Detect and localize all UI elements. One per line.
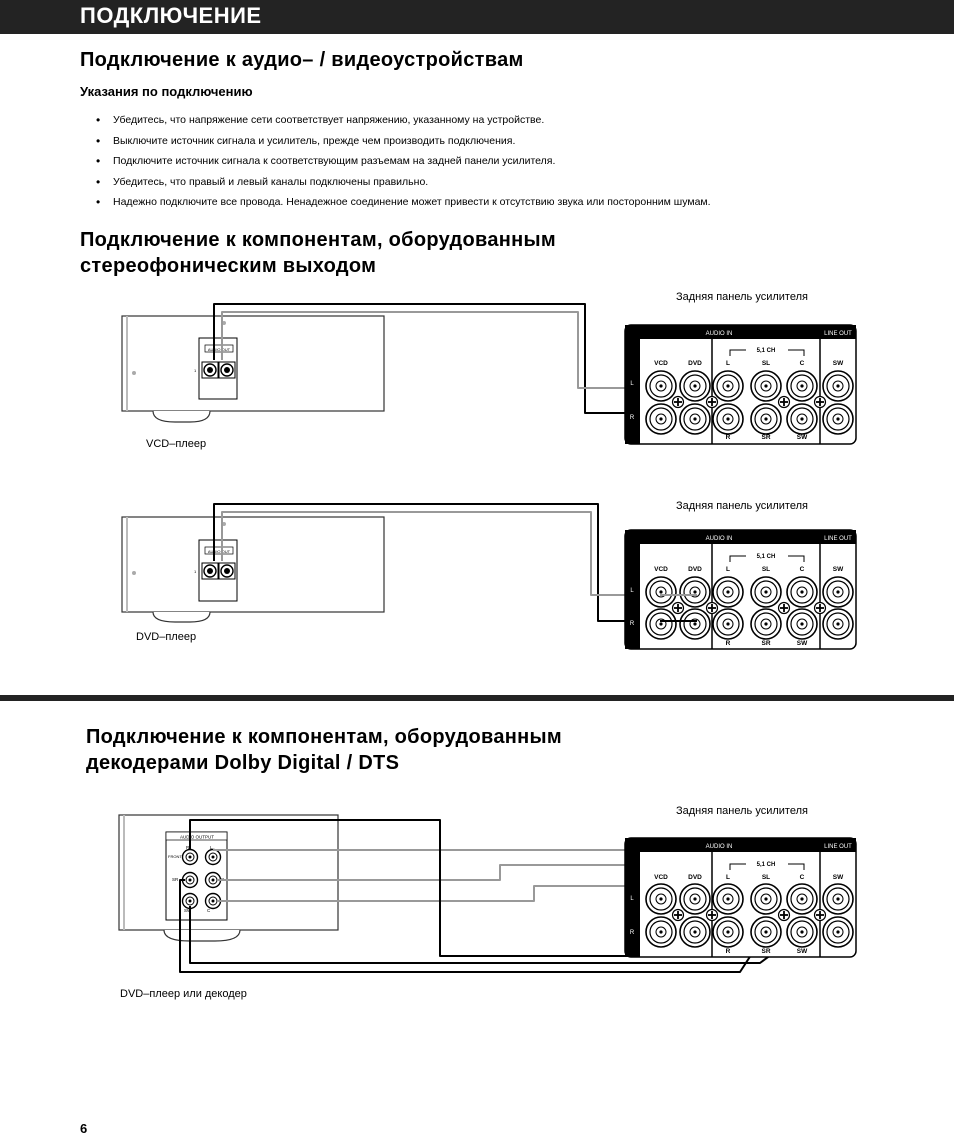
diagram-dvd (122, 504, 856, 649)
svg-text:SL: SL (761, 566, 771, 573)
svg-text:1: 1 (194, 569, 197, 574)
svg-text:SW: SW (184, 908, 192, 913)
svg-text:FRONT: FRONT (168, 854, 182, 859)
section2-title-line2: стереофоническим выходом (80, 255, 377, 277)
svg-text:L: L (726, 566, 730, 573)
svg-text:SW: SW (832, 874, 844, 881)
diagram3-panel-caption: Задняя панель усилителя (676, 805, 808, 817)
section1-title: Подключение к аудио– / видеоустройствам (80, 49, 524, 71)
section2-title-line1: Подключение к компонентам, оборудованным (80, 229, 557, 251)
svg-text:SW: SW (832, 360, 844, 367)
amplifier-panel-1 (625, 325, 856, 444)
svg-text:SR: SR (761, 640, 771, 647)
svg-text:L: L (726, 874, 730, 881)
section3-title-line1: Подключение к компонентам, оборудованным (86, 726, 563, 748)
svg-text:LINE OUT: LINE OUT (824, 536, 852, 542)
amplifier-panel-3 (625, 838, 856, 957)
svg-text:SR: SR (172, 877, 179, 882)
svg-text:L: L (210, 845, 213, 850)
svg-text:SR: SR (761, 434, 771, 441)
svg-text:5,1 CH: 5,1 CH (756, 554, 776, 560)
svg-text:5,1 CH: 5,1 CH (756, 348, 776, 354)
svg-text:DVD: DVD (688, 566, 702, 573)
svg-text:C: C (799, 566, 805, 573)
svg-text:R: R (629, 930, 635, 936)
svg-text:R: R (725, 948, 731, 955)
svg-text:R: R (629, 621, 635, 627)
svg-text:LINE OUT: LINE OUT (824, 331, 852, 337)
svg-text:5,1 CH: 5,1 CH (756, 862, 776, 868)
svg-text:VCD: VCD (654, 360, 668, 367)
svg-text:L: L (726, 360, 730, 367)
audio-out-label: AUDIO OUT (207, 549, 231, 554)
svg-text:SL: SL (761, 874, 771, 881)
svg-text:SW: SW (796, 434, 808, 441)
list-item: • Выключите источник сигнала и усилитель, прежде чем производить подключения. (96, 134, 711, 155)
svg-text:R: R (725, 434, 731, 441)
diagram-vcd (122, 304, 856, 444)
svg-text:SW: SW (832, 566, 844, 573)
diagram2-panel-caption: Задняя панель усилителя (676, 500, 808, 512)
svg-text:C: C (799, 874, 805, 881)
list-item: • Надежно подключите все провода. Ненадежное соединение может привести к отсутствию звука или посторонним шумам. (96, 195, 711, 216)
svg-text:SL: SL (220, 877, 226, 882)
decoder-device (119, 815, 338, 941)
section3-title-line2: декодерами Dolby Digital / DTS (86, 752, 400, 774)
svg-text:SW: SW (796, 948, 808, 955)
svg-text:C: C (799, 360, 805, 367)
amplifier-panel-2 (625, 530, 856, 649)
audio-output-label: AUDIO OUTPUT (179, 834, 215, 840)
list-item: • Подключите источник сигнала к соответствующим разъемам на задней панели усилителя. (96, 154, 711, 175)
svg-text:SL: SL (761, 360, 771, 367)
svg-text:AUDIO IN: AUDIO IN (705, 331, 733, 337)
svg-text:SW: SW (796, 640, 808, 647)
section-header-title: ПОДКЛЮЧЕНИЕ (80, 3, 262, 28)
dvd-player (122, 517, 384, 622)
svg-text:R: R (629, 415, 635, 421)
svg-text:SR: SR (761, 948, 771, 955)
section1-subtitle: Указания по подключению (80, 84, 253, 99)
diagram1-panel-caption: Задняя панель усилителя (676, 291, 808, 303)
svg-text:1: 1 (194, 368, 197, 373)
svg-text:VCD: VCD (654, 874, 668, 881)
diagram3-device-caption: DVD–плеер или декодер (120, 988, 247, 1000)
audio-out-label: AUDIO OUT (207, 347, 231, 352)
svg-text:R: R (725, 640, 731, 647)
page-number: 6 (80, 1121, 88, 1136)
svg-text:DVD: DVD (688, 360, 702, 367)
diagram1-device-caption: VCD–плеер (146, 438, 207, 450)
svg-text:DVD: DVD (688, 874, 702, 881)
list-item: • Убедитесь, что напряжение сети соответствует напряжению, указанному на устройстве. (96, 113, 711, 134)
svg-text:L: L (630, 381, 634, 387)
svg-text:AUDIO IN: AUDIO IN (705, 844, 733, 850)
diagram-decoder (119, 815, 856, 972)
diagram2-device-caption: DVD–плеер (136, 631, 197, 643)
svg-text:R: R (186, 845, 190, 850)
svg-text:VCD: VCD (654, 566, 668, 573)
svg-text:L: L (630, 588, 634, 594)
svg-text:AUDIO IN: AUDIO IN (705, 536, 733, 542)
svg-text:C: C (207, 908, 211, 913)
vcd-player (122, 316, 384, 422)
svg-text:L: L (630, 896, 634, 902)
list-item: • Убедитесь, что правый и левый каналы подключены правильно. (96, 175, 711, 196)
svg-text:LINE OUT: LINE OUT (824, 844, 852, 850)
